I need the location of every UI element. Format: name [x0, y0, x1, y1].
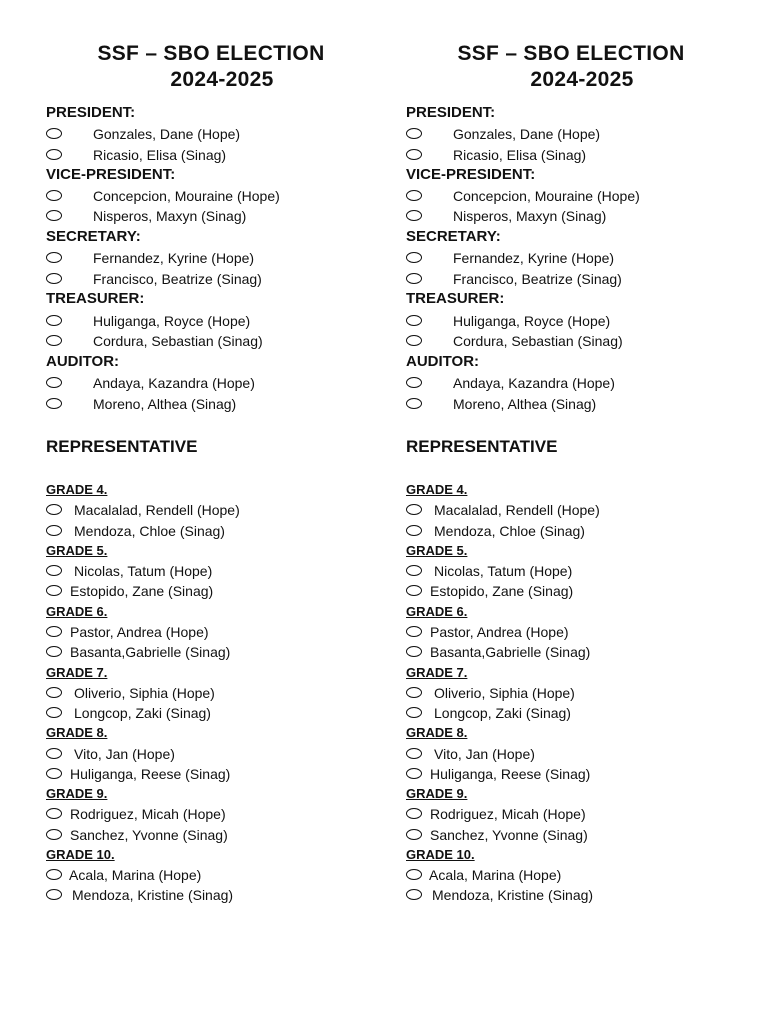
vote-bubble[interactable]	[46, 646, 62, 657]
candidate-option[interactable]	[406, 683, 726, 703]
candidate-name: Fernandez, Kyrine (Hope)	[93, 250, 255, 266]
candidate-option[interactable]	[46, 311, 366, 331]
candidate-name: Huliganga, Reese (Sinag)	[70, 766, 231, 782]
position-heading: TREASURER:	[406, 290, 505, 307]
candidate-name: Rodriguez, Micah (Hope)	[70, 806, 226, 822]
candidate-name: Moreno, Althea (Sinag)	[93, 396, 237, 412]
vote-bubble[interactable]	[406, 646, 422, 657]
position-heading: PRESIDENT:	[406, 104, 496, 121]
candidate-option[interactable]	[406, 311, 726, 331]
vote-bubble[interactable]	[46, 128, 62, 139]
vote-bubble[interactable]	[46, 585, 62, 596]
candidate-option[interactable]	[46, 331, 366, 351]
vote-bubble[interactable]	[46, 315, 62, 326]
grade-heading: GRADE 4.	[406, 482, 468, 497]
vote-bubble[interactable]	[406, 829, 422, 840]
candidate-name: Nisperos, Maxyn (Sinag)	[93, 208, 247, 224]
candidate-option[interactable]	[46, 885, 366, 905]
vote-bubble[interactable]	[46, 687, 62, 698]
candidate-name: Pastor, Andrea (Hope)	[70, 624, 209, 640]
candidate-name: Rodriguez, Micah (Hope)	[430, 806, 586, 822]
vote-bubble[interactable]	[46, 335, 62, 346]
candidate-option[interactable]	[406, 744, 726, 764]
vote-bubble[interactable]	[406, 626, 422, 637]
candidate-name: Macalalad, Rendell (Hope)	[434, 502, 600, 518]
candidate-option[interactable]	[46, 145, 366, 165]
candidate-name: Sanchez, Yvonne (Sinag)	[70, 827, 228, 843]
grade-heading: GRADE 8.	[406, 725, 468, 740]
candidate-option[interactable]	[406, 124, 726, 144]
candidate-name: Francisco, Beatrize (Sinag)	[93, 271, 262, 287]
candidate-name: Mendoza, Chloe (Sinag)	[434, 523, 585, 539]
vote-bubble[interactable]	[406, 273, 422, 284]
vote-bubble[interactable]	[406, 869, 422, 880]
grade-heading: GRADE 6.	[406, 604, 468, 619]
representative-heading: REPRESENTATIVE	[46, 437, 198, 456]
candidate-name: Moreno, Althea (Sinag)	[453, 396, 597, 412]
candidate-option[interactable]	[46, 394, 366, 414]
grade-heading: GRADE 5.	[406, 543, 468, 558]
grade-heading: GRADE 5.	[46, 543, 108, 558]
candidate-name: Gonzales, Dane (Hope)	[453, 126, 601, 142]
vote-bubble[interactable]	[46, 377, 62, 388]
candidate-name: Mendoza, Chloe (Sinag)	[74, 523, 225, 539]
candidate-name: Mendoza, Kristine (Sinag)	[432, 887, 594, 903]
candidate-name: Oliverio, Siphia (Hope)	[74, 685, 215, 701]
candidate-option[interactable]	[46, 865, 366, 885]
candidate-name: Basanta,Gabrielle (Sinag)	[70, 644, 231, 660]
candidate-name: Huliganga, Royce (Hope)	[93, 313, 251, 329]
vote-bubble[interactable]	[46, 565, 62, 576]
candidate-option[interactable]	[46, 683, 366, 703]
candidate-name: Andaya, Kazandra (Hope)	[453, 375, 615, 391]
grade-heading: GRADE 7.	[46, 665, 108, 680]
candidate-option[interactable]	[406, 521, 726, 541]
vote-bubble[interactable]	[406, 808, 422, 819]
title-line-2: 2024-2025	[530, 68, 634, 91]
candidate-option[interactable]	[46, 744, 366, 764]
candidate-option[interactable]	[46, 703, 366, 723]
candidate-option[interactable]	[46, 642, 366, 662]
grade-heading: GRADE 9.	[46, 786, 108, 801]
grade-heading: GRADE 8.	[46, 725, 108, 740]
candidate-option[interactable]	[406, 865, 726, 885]
candidate-name: Nisperos, Maxyn (Sinag)	[453, 208, 607, 224]
candidate-option[interactable]	[406, 248, 726, 268]
candidate-option[interactable]	[406, 373, 726, 393]
candidate-name: Estopido, Zane (Sinag)	[430, 583, 574, 599]
candidate-name: Concepcion, Mouraine (Hope)	[453, 188, 640, 204]
candidate-name: Pastor, Andrea (Hope)	[430, 624, 569, 640]
candidate-option[interactable]	[46, 206, 366, 226]
grade-heading: GRADE 10.	[406, 847, 475, 862]
vote-bubble[interactable]	[406, 149, 422, 160]
candidate-name: Acala, Marina (Hope)	[69, 867, 202, 883]
candidate-option[interactable]	[46, 373, 366, 393]
ballot-title	[46, 41, 376, 93]
vote-bubble[interactable]	[46, 398, 62, 409]
candidate-name: Fernandez, Kyrine (Hope)	[453, 250, 615, 266]
candidate-option[interactable]	[406, 561, 726, 581]
vote-bubble[interactable]	[406, 707, 422, 718]
vote-bubble[interactable]	[406, 128, 422, 139]
candidate-name: Estopido, Zane (Sinag)	[70, 583, 214, 599]
vote-bubble[interactable]	[46, 829, 62, 840]
candidate-option[interactable]	[406, 269, 726, 289]
candidate-option[interactable]	[406, 642, 726, 662]
candidate-option[interactable]	[406, 581, 726, 601]
vote-bubble[interactable]	[406, 504, 422, 515]
vote-bubble[interactable]	[406, 525, 422, 536]
candidate-option[interactable]	[46, 269, 366, 289]
title-line-1: SSF – SBO ELECTION	[97, 42, 325, 65]
vote-bubble[interactable]	[406, 768, 422, 779]
grade-heading: GRADE 9.	[406, 786, 468, 801]
candidate-option[interactable]	[406, 703, 726, 723]
candidate-name: Mendoza, Kristine (Sinag)	[72, 887, 234, 903]
candidate-option[interactable]	[46, 186, 366, 206]
vote-bubble[interactable]	[406, 565, 422, 576]
candidate-name: Cordura, Sebastian (Sinag)	[453, 333, 623, 349]
vote-bubble[interactable]	[406, 398, 422, 409]
vote-bubble[interactable]	[46, 525, 62, 536]
candidate-option[interactable]	[406, 764, 726, 784]
vote-bubble[interactable]	[406, 190, 422, 201]
candidate-option[interactable]	[46, 825, 366, 845]
candidate-name: Andaya, Kazandra (Hope)	[93, 375, 255, 391]
candidate-name: Macalalad, Rendell (Hope)	[74, 502, 240, 518]
candidate-option[interactable]	[406, 186, 726, 206]
vote-bubble[interactable]	[46, 626, 62, 637]
candidate-name: Basanta,Gabrielle (Sinag)	[430, 644, 591, 660]
vote-bubble[interactable]	[46, 808, 62, 819]
candidate-name: Cordura, Sebastian (Sinag)	[93, 333, 263, 349]
ballot-left	[46, 0, 386, 1024]
vote-bubble[interactable]	[46, 869, 62, 880]
candidate-name: Nicolas, Tatum (Hope)	[434, 563, 573, 579]
title-line-1: SSF – SBO ELECTION	[457, 42, 685, 65]
grade-heading: GRADE 6.	[46, 604, 108, 619]
candidate-name: Concepcion, Mouraine (Hope)	[93, 188, 280, 204]
candidate-option[interactable]	[46, 248, 366, 268]
candidate-name: Vito, Jan (Hope)	[434, 746, 535, 762]
candidate-option[interactable]	[406, 804, 726, 824]
candidate-name: Longcop, Zaki (Sinag)	[74, 705, 211, 721]
candidate-name: Huliganga, Royce (Hope)	[453, 313, 611, 329]
candidate-name: Francisco, Beatrize (Sinag)	[453, 271, 622, 287]
title-line-2: 2024-2025	[170, 68, 274, 91]
candidate-name: Oliverio, Siphia (Hope)	[434, 685, 575, 701]
vote-bubble[interactable]	[406, 315, 422, 326]
candidate-option[interactable]	[46, 521, 366, 541]
position-heading: SECRETARY:	[406, 228, 501, 245]
position-heading: SECRETARY:	[46, 228, 141, 245]
ballot-title	[406, 41, 736, 93]
vote-bubble[interactable]	[406, 252, 422, 263]
vote-bubble[interactable]	[46, 210, 62, 221]
candidate-name: Sanchez, Yvonne (Sinag)	[430, 827, 588, 843]
candidate-name: Huliganga, Reese (Sinag)	[430, 766, 591, 782]
vote-bubble[interactable]	[46, 273, 62, 284]
candidate-name: Vito, Jan (Hope)	[74, 746, 175, 762]
candidate-option[interactable]	[406, 206, 726, 226]
candidate-option[interactable]	[406, 394, 726, 414]
grade-heading: GRADE 7.	[406, 665, 468, 680]
vote-bubble[interactable]	[46, 748, 62, 759]
vote-bubble[interactable]	[46, 768, 62, 779]
candidate-option[interactable]	[406, 825, 726, 845]
vote-bubble[interactable]	[46, 889, 62, 900]
vote-bubble[interactable]	[406, 687, 422, 698]
vote-bubble[interactable]	[46, 190, 62, 201]
vote-bubble[interactable]	[46, 504, 62, 515]
grade-heading: GRADE 10.	[46, 847, 115, 862]
candidate-option[interactable]	[46, 581, 366, 601]
vote-bubble[interactable]	[46, 149, 62, 160]
candidate-name: Acala, Marina (Hope)	[429, 867, 562, 883]
candidate-name: Nicolas, Tatum (Hope)	[74, 563, 213, 579]
candidate-option[interactable]	[406, 145, 726, 165]
vote-bubble[interactable]	[406, 335, 422, 346]
vote-bubble[interactable]	[406, 210, 422, 221]
position-heading: AUDITOR:	[406, 353, 480, 370]
vote-bubble[interactable]	[406, 748, 422, 759]
position-heading: TREASURER:	[46, 290, 145, 307]
candidate-option[interactable]	[46, 500, 366, 520]
candidate-name: Longcop, Zaki (Sinag)	[434, 705, 571, 721]
vote-bubble[interactable]	[46, 252, 62, 263]
candidate-option[interactable]	[406, 885, 726, 905]
grade-heading: GRADE 4.	[46, 482, 108, 497]
candidate-option[interactable]	[406, 500, 726, 520]
candidate-option[interactable]	[406, 331, 726, 351]
vote-bubble[interactable]	[406, 377, 422, 388]
candidate-option[interactable]	[46, 804, 366, 824]
position-heading: VICE-PRESIDENT:	[406, 166, 536, 183]
vote-bubble[interactable]	[406, 889, 422, 900]
candidate-option[interactable]	[46, 622, 366, 642]
candidate-name: Ricasio, Elisa (Sinag)	[93, 147, 227, 163]
ballot-right	[406, 0, 746, 1024]
candidate-option[interactable]	[46, 124, 366, 144]
position-heading: VICE-PRESIDENT:	[46, 166, 176, 183]
position-heading: PRESIDENT:	[46, 104, 136, 121]
candidate-option[interactable]	[46, 764, 366, 784]
candidate-name: Ricasio, Elisa (Sinag)	[453, 147, 587, 163]
representative-heading: REPRESENTATIVE	[406, 437, 558, 456]
candidate-name: Gonzales, Dane (Hope)	[93, 126, 241, 142]
candidate-option[interactable]	[46, 561, 366, 581]
vote-bubble[interactable]	[406, 585, 422, 596]
vote-bubble[interactable]	[46, 707, 62, 718]
position-heading: AUDITOR:	[46, 353, 120, 370]
candidate-option[interactable]	[406, 622, 726, 642]
